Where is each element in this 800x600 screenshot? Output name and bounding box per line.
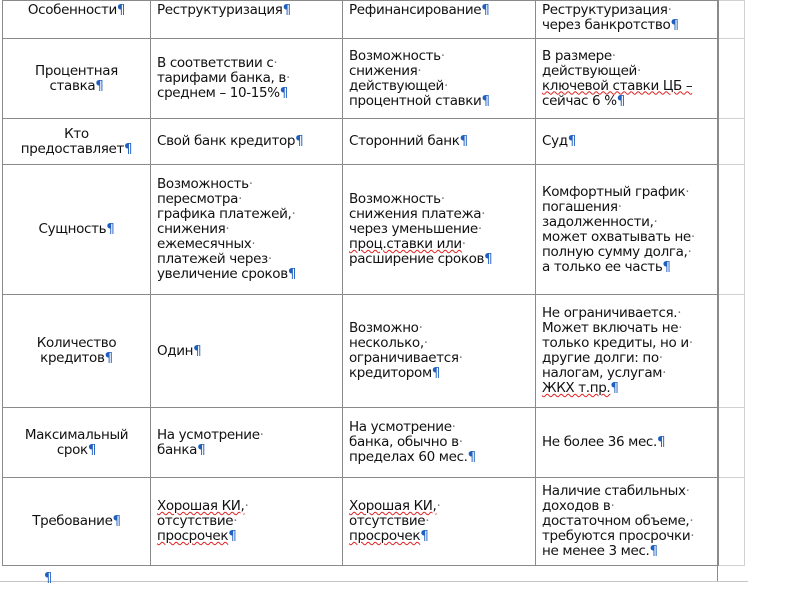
cell-text-line: сейчас 6 % [542,92,617,109]
table-row-provider [3,119,745,165]
row-label-line-2: предоставляет [20,140,124,157]
cell-bankruptcy[interactable] [536,408,719,478]
space-dot: · [677,305,682,321]
cell-text-line: Возможность [157,176,249,192]
empty-edge-cell [719,408,745,478]
cell-text-line: через уменьшение [349,221,478,237]
cell-bankruptcy[interactable] [536,295,719,408]
cell-text-line: Сторонний банк [349,133,460,149]
space-dot: · [689,513,694,529]
cell-bankruptcy[interactable] [536,165,719,295]
cell-text-line: налогам, услугам [542,365,663,381]
cell-bankruptcy[interactable] [536,478,719,566]
row-label-line-1: Максимальный [24,426,129,443]
cell-restructuring[interactable] [151,408,343,478]
row-label-line-1: Требование [32,513,113,529]
cell-text-line: кредитором [349,365,432,381]
space-dot: · [440,191,445,207]
space-dot: · [259,426,264,443]
cell-text-line: несколько, [349,335,424,351]
empty-edge-cell [719,165,745,295]
cell-text-line: Возможно [349,320,419,336]
page-bottom-line [0,581,748,582]
pilcrow-mark: ¶ [112,513,121,529]
pilcrow-mark: ¶ [116,2,126,18]
space-dot: · [678,320,683,336]
cell-text-line: Комфортный график [542,183,686,200]
space-dot: · [436,498,441,514]
cell-text-line: Свой банк кредитор [157,133,296,149]
header-cell-restructuring[interactable] [151,1,343,39]
cell-text-line: действующей [542,62,637,79]
cell-text-line: снижения платежа [349,206,482,222]
cell-text-line: графика платежей, [157,206,292,222]
header-cell-feature[interactable] [3,1,151,39]
empty-edge-cell [719,295,745,408]
cell-text-line-spellcheck: ЖКХ т.пр. [542,380,611,396]
cell-text-line: погашения [542,198,618,215]
pilcrow-mark: ¶ [279,85,288,101]
cell-text-line-spellcheck: проц.ставки или [349,236,462,252]
comparison-table-wrapper [2,0,744,566]
header-cell-refinancing[interactable] [343,1,536,39]
cell-text-line: тарифами банка, в [157,70,286,86]
cell-restructuring[interactable] [151,295,343,408]
space-dot: · [611,47,616,64]
row-label-line-1: Процентная [35,62,118,79]
cell-text-line: пересмотра [157,191,239,207]
space-dot: · [685,483,690,499]
pilcrow-mark: ¶ [295,133,304,149]
end-paragraph-mark[interactable]: ¶ [44,571,53,586]
cell-text-line: снижения [157,221,226,237]
cell-text-line: полную сумму долга, [542,243,688,260]
space-dot: · [690,228,695,245]
space-dot: · [658,350,663,366]
pilcrow-mark: ¶ [431,365,441,381]
cell-text-line: пределах 60 мес. [349,449,468,465]
row-label-cell[interactable] [3,119,151,165]
pilcrow-mark: ¶ [87,441,97,458]
cell-text-line: платежей через [157,251,268,267]
space-dot: · [248,176,253,192]
cell-text-line: банка [157,441,198,458]
row-label-line-2: срок [56,441,88,458]
space-dot: · [617,198,622,215]
pilcrow-mark: ¶ [567,133,576,149]
space-dot: · [636,62,641,79]
space-dot: · [477,221,482,237]
cell-restructuring[interactable] [151,478,343,566]
cell-text-line: а только ее часть [542,258,663,275]
cell-restructuring[interactable] [151,165,343,295]
cell-text-line-spellcheck: ключевой ставки ЦБ – [542,77,693,94]
pilcrow-mark: ¶ [616,92,625,109]
pilcrow-mark: ¶ [123,140,133,157]
row-label-cell[interactable] [3,165,151,295]
space-dot: · [690,528,695,544]
pilcrow-mark: ¶ [610,380,619,396]
pilcrow-mark: ¶ [95,77,104,94]
cell-bankruptcy[interactable] [536,119,719,165]
cell-text-line: В размере [542,47,612,64]
row-label-line-1: Количество [36,335,117,351]
cell-bankruptcy[interactable] [536,39,719,119]
space-dot: · [662,365,667,381]
space-dot: · [291,206,296,222]
space-dot: · [267,251,272,267]
cell-text-line: только кредиты, но и [542,335,689,351]
cell-text-line: не менее 3 мес. [542,543,650,559]
cell-text-line: достаточном объеме, [542,513,690,529]
space-dot: · [440,47,445,64]
pilcrow-mark: ¶ [481,2,490,18]
row-label-cell[interactable] [3,39,151,119]
space-dot: · [451,419,456,435]
space-dot: · [458,350,463,366]
pilcrow-mark: ¶ [282,2,291,18]
row-label-line-2: кредитов [40,350,105,366]
table-row-credit-count [3,295,745,408]
pilcrow-mark: ¶ [228,528,237,544]
cell-refinancing[interactable] [343,39,536,119]
space-dot: · [238,191,243,207]
empty-edge-cell [719,1,745,39]
cell-text-line: отсутствие [349,513,426,529]
cell-text-line: доходов в [542,498,611,514]
cell-text-line-spellcheck: просрочек [349,528,421,544]
cell-text-line: среднем – 10-15% [157,85,280,101]
cell-text-line: Один [157,342,194,359]
space-dot: · [458,434,463,450]
pilcrow-mark: ¶ [670,17,679,33]
cell-text-line: действующей [349,77,444,94]
cell-text-line: Суд [542,133,568,149]
cell-text-line: ограничивается [349,350,459,366]
cell-text-line: увеличение сроков [157,266,288,282]
pilcrow-mark: ¶ [656,434,666,450]
cell-text-line: Может включать не [542,320,679,336]
cell-text-line: ежемесячных [157,236,252,252]
comparison-table [2,0,745,566]
cell-text-line: Наличие стабильных [542,483,686,499]
cell-restructuring[interactable] [151,119,343,165]
space-dot: · [225,221,230,237]
pilcrow-mark: ¶ [649,543,658,559]
space-dot: · [685,183,690,200]
empty-edge-cell [719,119,745,165]
cell-text-line: другие долги: по [542,350,659,366]
cell-text-line-spellcheck: Хорошая КИ, [157,498,245,514]
row-label-line-1: Кто [64,125,89,142]
cell-text-line: задолженности, [542,213,654,230]
space-dot: · [667,2,672,18]
space-dot: · [273,55,278,71]
pilcrow-mark: ¶ [197,441,206,458]
cell-text-line: расширение сроков [349,251,485,267]
cell-restructuring[interactable] [151,39,343,119]
space-dot: · [443,77,448,94]
cell-text-line: отсутствие [157,513,234,529]
cell-text-line-spellcheck: просрочек [157,528,229,544]
space-dot: · [417,62,422,79]
pilcrow-mark: ¶ [481,92,490,109]
table-row-requirement [3,478,745,566]
pilcrow-mark: ¶ [467,449,476,465]
pilcrow-mark: ¶ [459,133,468,149]
cell-text-line: Не ограничивается. [542,305,678,321]
table-row-essence [3,165,745,295]
header-restructuring-text: Реструктуризация [157,2,283,18]
header-feature-text: Особенности [27,2,117,18]
space-dot: · [423,335,428,351]
cell-text-line: процентной ставки [349,92,482,109]
space-dot: · [481,206,486,222]
space-dot: · [285,70,290,86]
space-dot: · [610,498,615,514]
space-dot: · [461,236,466,252]
header-bankruptcy-line-2: через банкротство [542,17,671,33]
cell-refinancing[interactable] [343,478,536,566]
cell-text-line: Возможность [349,47,441,64]
pilcrow-mark: ¶ [287,266,297,282]
header-bankruptcy-line-1: Реструктуризация [542,2,668,18]
table-row-max-term [3,408,745,478]
cell-refinancing[interactable] [343,295,536,408]
cell-refinancing[interactable] [343,119,536,165]
cell-text-line: На усмотрение [157,426,260,443]
cell-text-line-spellcheck: Хорошая КИ, [349,498,437,514]
table-row-interest-rate [3,39,745,119]
cell-text-line: Возможность [349,191,441,207]
cell-refinancing[interactable] [343,408,536,478]
cell-text-line: В соответствии с [157,55,274,71]
row-label-cell[interactable] [3,408,151,478]
table-header-row [3,1,745,39]
empty-edge-cell [719,478,745,566]
space-dot: · [244,498,249,514]
pilcrow-mark: ¶ [420,528,429,544]
pilcrow-mark: ¶ [484,251,493,267]
empty-edge-cell [719,39,745,119]
row-label-line-1: Сущность [38,221,107,237]
cell-text-line: требуются просрочки [542,528,691,544]
row-label-cell[interactable] [3,478,151,566]
space-dot: · [687,243,692,260]
header-cell-bankruptcy[interactable] [536,1,719,39]
pilcrow-mark: ¶ [193,342,202,359]
cell-text-line: снижения [349,62,418,79]
space-dot: · [233,513,238,529]
space-dot: · [251,236,256,252]
row-label-cell[interactable] [3,295,151,408]
pilcrow-mark: ¶ [106,221,115,237]
space-dot: · [418,320,423,336]
cell-text-line: может охватывать не [542,228,691,245]
space-dot: · [425,513,430,529]
cell-text-line: На усмотрение [349,419,452,435]
space-dot: · [688,335,693,351]
row-label-line-2: ставка [49,77,96,94]
cell-text-line: банка, обычно в [349,434,459,450]
cell-refinancing[interactable] [343,165,536,295]
header-refinancing-text: Рефинансирование [349,2,482,18]
pilcrow-mark: ¶ [104,350,113,366]
pilcrow-mark: ¶ [662,258,671,275]
cell-text-line: Не более 36 мес. [542,434,657,450]
space-dot: · [653,213,658,230]
